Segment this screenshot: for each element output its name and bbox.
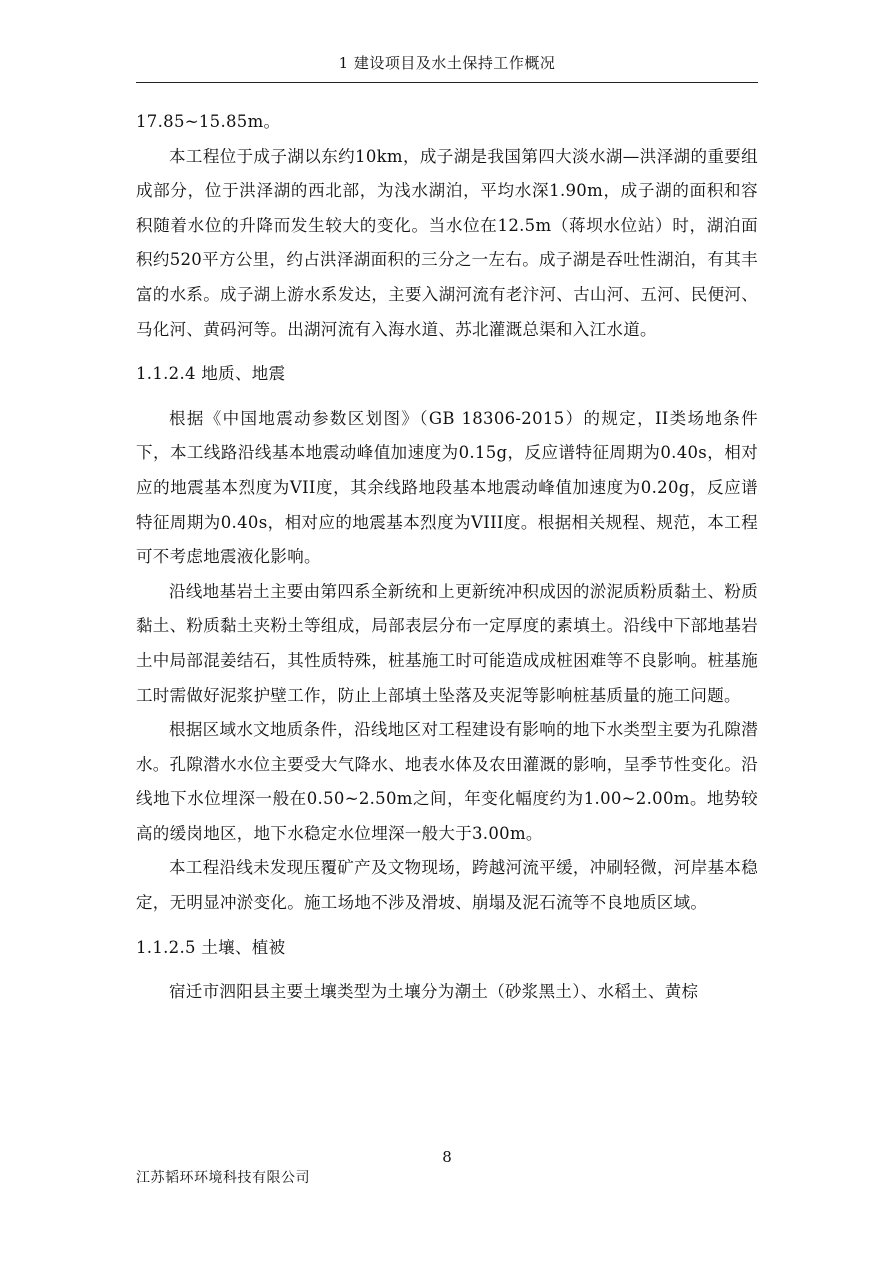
section-heading-soil-vegetation: 1.1.2.5 土壤、植被 [136,937,286,957]
spacer [136,965,758,975]
paragraph-geologic-hazards: 本工程沿线未发现压覆矿产及文物现场，跨越河流平缓，冲刷轻微，河岸基本稳定，无明显冲淤变化。施工场地不涉及滑坡、崩塌及泥石流等不良地质区域。 [136,858,758,913]
paragraph-foundation-soil: 沿线地基岩土主要由第四系全新统和上更新统冲积成因的淤泥质粉质黏土、粉质黏土、粉质黏土夹粉土等组成，局部表层分布一定厚度的素填土。沿线中下部地基岩土中局部混姜结石，其性质特殊，桩基施工时可能造成成桩困难等不良影响。桩基施工时需做好泥浆护壁工作，防止上部填土坠落及夹泥等影响桩基质量的施工问题。 [136,581,758,705]
header-rule [136,82,758,83]
spacer [136,921,758,931]
paragraph-continuation: 17.85~15.85m。 [136,112,281,131]
page-header-title: 1 建设项目及水土保持工作概况 [338,54,556,72]
spacer [136,347,758,357]
paragraph-soil-types: 宿迁市泗阳县主要土壤类型为土壤分为潮土（砂浆黑土）、水稻土、黄棕 [169,982,699,1002]
spacer [136,392,758,402]
paragraph-seismic: 根据《中国地震动参数区划图》（GB 18306-2015）的规定，II类场地条件下，本工线路沿线基本地震动峰值加速度为0.15g，反应谱特征周期为0.40s，相对应的地震基本烈度为VII度，其余线路地段基本地震动峰值加速度为0.20g，反应谱特征周期为0.40s，相对应的地震基本烈度为VIII度。根据相关规程、规范，本工程可不考虑地震液化影响。 [136,408,758,567]
document-body [136,105,758,1010]
paragraph-chengzi-lake: 本工程位于成子湖以东约10km，成子湖是我国第四大淡水湖—洪泽湖的重要组成部分，位于洪泽湖的西北部，为浅水湖泊，平均水深1.90m，成子湖的面积和容积随着水位的升降而发生较大的变化。当水位在12.5m（蒋坝水位站）时，湖泊面积约520平方公里，约占洪泽湖面积的三分之一左右。成子湖是吞吐性湖泊，有其丰富的水系。成子湖上游水系发达，主要入湖河流有老汴河、古山河、五河、民便河、马化河、黄码河等。出湖河流有入海水道、苏北灌溉总渠和入江水道。 [136,146,758,339]
page-number: 8 [442,1148,452,1166]
paragraph-groundwater: 根据区域水文地质条件，沿线地区对工程建设有影响的地下水类型主要为孔隙潜水。孔隙潜水水位主要受大气降水、地表水体及农田灌溉的影响，呈季节性变化。沿线地下水位埋深一般在0.50~2.50m之间，年变化幅度约为1.00~2.00m。地势较高的缓岗地区，地下水稳定水位埋深一般大于3.00m。 [136,720,758,843]
footer-company-name: 江苏韬环环境科技有限公司 [136,1170,310,1186]
section-heading-geology: 1.1.2.4 地质、地震 [136,364,286,384]
